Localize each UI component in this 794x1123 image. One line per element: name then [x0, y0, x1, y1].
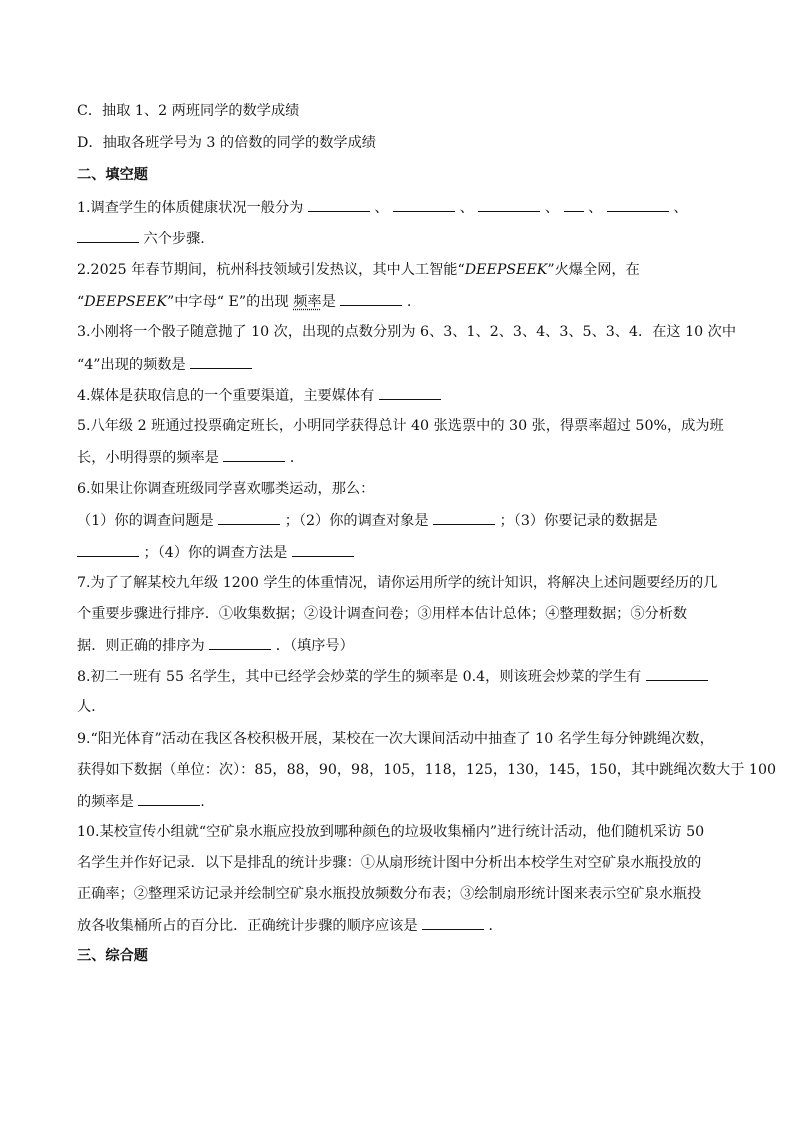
q2-line2 — [77, 291, 411, 312]
answer-blank[interactable] — [379, 385, 441, 400]
q6-line2 — [77, 510, 658, 531]
q2-line1 — [77, 260, 640, 280]
answer-blank[interactable] — [308, 197, 370, 212]
q10-line4 — [77, 915, 503, 936]
q5-line1: 5.八年级 2 班通过投票确定班长，小明同学获得总计 40 张选票中的 30 张，得票率超过 50%，成为班 — [77, 418, 724, 434]
answer-blank[interactable] — [209, 635, 271, 650]
q6-text: ；（2）你的调查对象是 — [284, 513, 429, 529]
q4-line1 — [77, 385, 441, 406]
separator: 、 — [673, 200, 688, 216]
section-title-fill-in: 二、填空题 — [77, 167, 148, 183]
answer-blank[interactable] — [77, 542, 139, 557]
option-d: D．抽取各班学号为 3 的倍数的同学的数学成绩 — [77, 135, 376, 151]
q8-text: 8.初二一班有 55 名学生，其中已经学会炒菜的学生的频率是 0.4，则该班会炒菜的学生有 — [77, 669, 642, 685]
q3-line1: 3.小刚将一个骰子随意抛了 10 次，出现的点数分别为 6、3、1、2、3、4、3、5、3、4．在这 10 次中 — [77, 324, 737, 340]
q10-text: 放各收集桶所占的百分比．正确统计步骤的顺序应该是 — [77, 918, 418, 934]
q3-line2 — [77, 354, 252, 375]
answer-blank[interactable] — [218, 510, 280, 525]
q1-line1 — [77, 197, 688, 218]
q1-text: 1.调查学生的体质健康状况一般分为 — [77, 200, 304, 216]
brand-name: DEEPSEEK — [84, 294, 167, 310]
q7-text: 据．则正确的排序为 — [77, 638, 205, 654]
section-title-comprehensive: 三、综合题 — [77, 948, 148, 964]
q1-line2 — [77, 228, 205, 249]
q10-line2: 名学生并作好记录．以下是排乱的统计步骤：①从扇形统计图中分析出本校学生对空矿泉水瓶投放的 — [77, 855, 702, 871]
answer-blank[interactable] — [340, 291, 402, 306]
q2-text: ”火爆全网，在 — [547, 262, 640, 278]
separator: 、 — [374, 200, 389, 216]
q9-line2: 获得如下数据（单位：次）：85，88，90，98，105，118，125，130，145，150，其中跳绳次数大于 100 — [77, 762, 776, 778]
q5-text: 长，小明得票的频率是 — [77, 450, 219, 466]
answer-blank[interactable] — [138, 791, 200, 806]
q6-text: （1）你的调查问题是 — [77, 513, 214, 529]
q9-text: . — [200, 794, 205, 810]
answer-blank[interactable] — [190, 354, 252, 369]
q2-text: 是 — [321, 294, 336, 310]
option-c: C．抽取 1、2 两班同学的数学成绩 — [77, 103, 300, 119]
q9-text: 的频率是 — [77, 794, 134, 810]
q3-text: “4”出现的频数是 — [77, 357, 186, 373]
q7-line1: 7.为了了解某校九年级 1200 学生的体重情况，请你运用所学的统计知识，将解决上述问题要经历的几 — [77, 575, 718, 591]
q7-text: ．（填序号） — [275, 638, 354, 654]
answer-blank[interactable] — [433, 510, 495, 525]
answer-blank[interactable] — [77, 228, 139, 243]
q2-text: ”中字母“ E”的出现 — [166, 294, 289, 310]
q2-text: 2.2025 年春节期间，杭州科技领域引发热议，其中人工智能“ — [77, 262, 465, 278]
q10-text: ． — [488, 918, 503, 934]
q9-line3 — [77, 791, 205, 812]
answer-blank[interactable] — [478, 197, 540, 212]
separator: 、 — [544, 200, 560, 216]
separator: 、 — [588, 200, 603, 216]
q9-line1: 9.“阳光体育”活动在我区各校积极开展，某校在一次大课间活动中抽查了 10 名学生每分钟跳绳次数， — [77, 731, 714, 747]
brand-name: DEEPSEEK — [464, 262, 548, 278]
answer-blank[interactable] — [646, 666, 708, 681]
q2-text: . — [406, 294, 412, 310]
answer-blank[interactable] — [564, 197, 584, 212]
q2-text: “ — [77, 294, 85, 310]
q1-text-end: 六个步骤. — [143, 231, 205, 247]
q5-text: ． — [289, 450, 305, 466]
q8-line1 — [77, 666, 708, 687]
q6-line1: 6.如果让你调查班级同学喜欢哪类运动，那么： — [77, 481, 375, 497]
keyword-frequency: 频率 — [293, 294, 322, 310]
q7-line2: 个重要步骤进行排序．①收集数据；②设计调查问卷；③用样本估计总体；④整理数据；⑤分析数 — [77, 606, 688, 622]
answer-blank[interactable] — [607, 197, 669, 212]
q8-line2: 人． — [77, 699, 106, 715]
q4-text: 4.媒体是获取信息的一个重要渠道，主要媒体有 — [77, 388, 375, 404]
answer-blank[interactable] — [422, 915, 484, 930]
answer-blank[interactable] — [292, 542, 354, 557]
q6-text: ；（3）你要记录的数据是 — [499, 513, 658, 529]
q7-line3 — [77, 635, 354, 656]
answer-blank[interactable] — [223, 447, 285, 462]
q6-text: ；（4）你的调查方法是 — [143, 545, 288, 561]
separator: 、 — [459, 200, 474, 216]
q6-line3 — [77, 542, 354, 563]
q5-line2 — [77, 447, 304, 468]
q10-line3: 正确率；②整理采访记录并绘制空矿泉水瓶投放频数分布表；③绘制扇形统计图来表示空矿泉水瓶投 — [77, 886, 702, 902]
answer-blank[interactable] — [393, 197, 455, 212]
q10-line1: 10.某校宣传小组就“空矿泉水瓶应投放到哪种颜色的垃圾收集桶内”进行统计活动，他们随机采访 50 — [77, 824, 705, 840]
